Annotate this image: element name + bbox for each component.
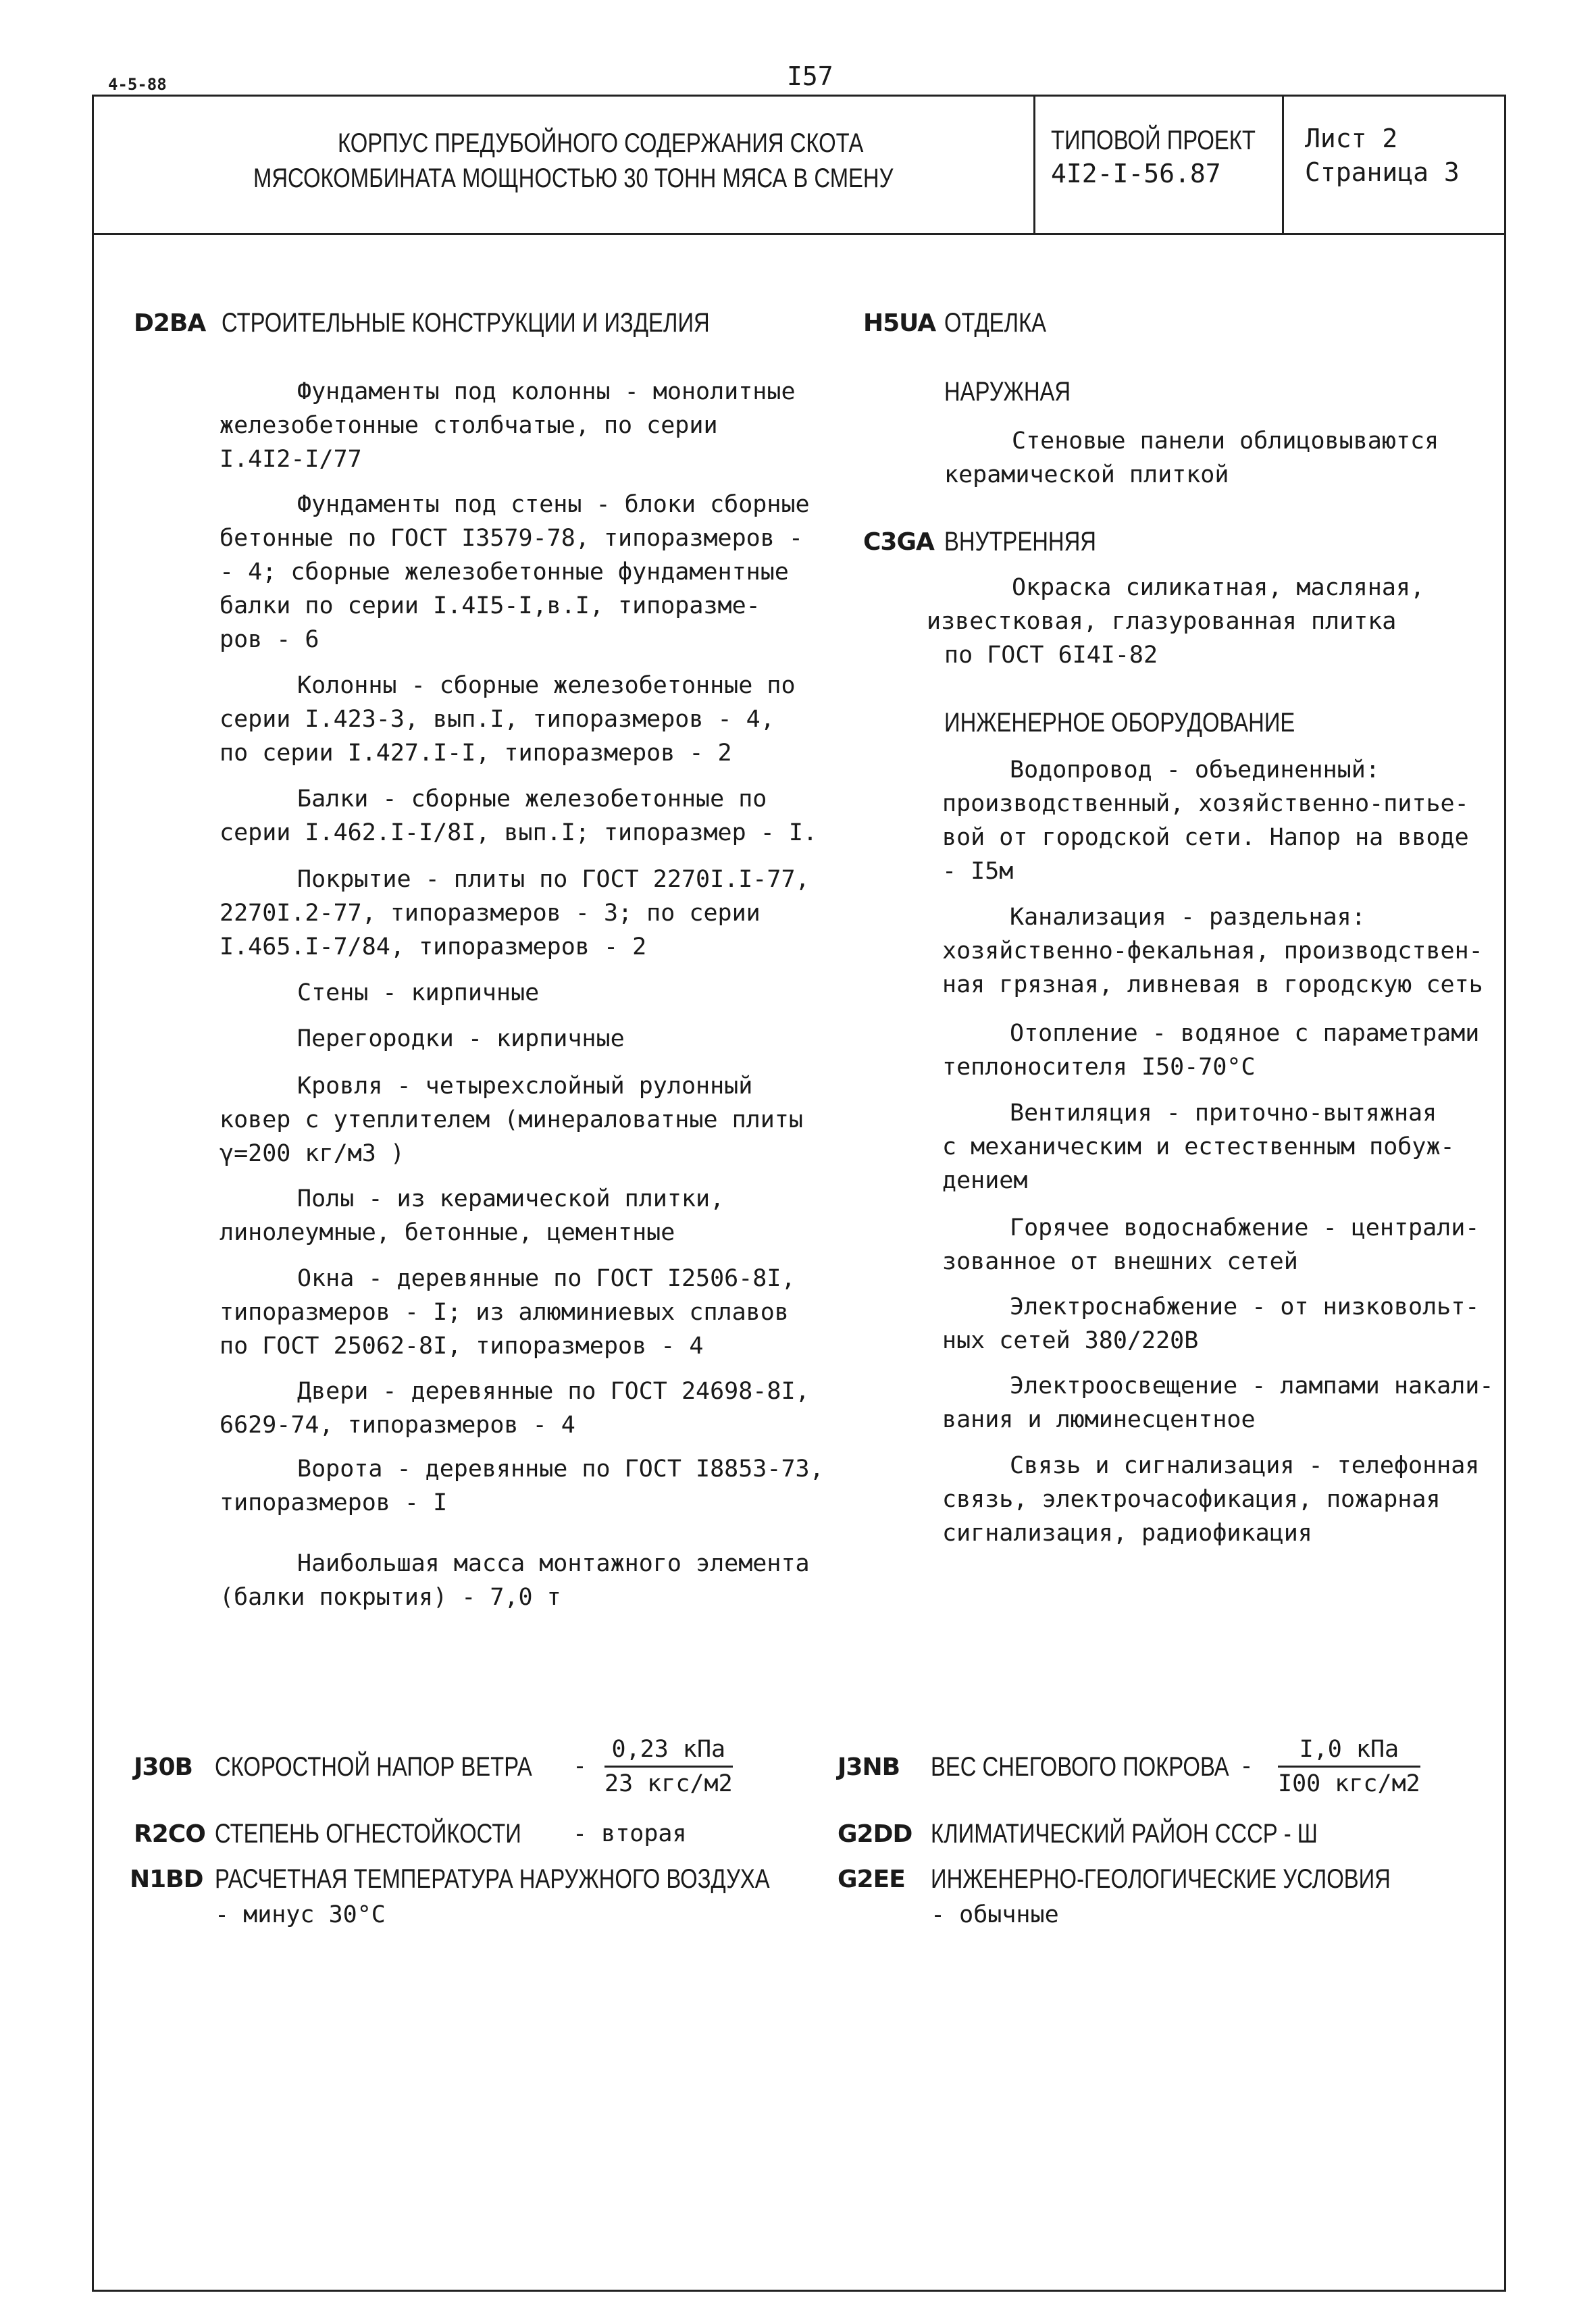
paragraph-exterior: Стеновые панели облицовываются керамической плиткой — [944, 428, 1439, 488]
paragraph-partitions: Перегородки - кирпичные — [297, 1025, 625, 1052]
section-code-finishing: H5UA — [863, 309, 936, 337]
paragraph-walls: Стены - кирпичные — [297, 979, 540, 1006]
code-climate: G2DD — [838, 1820, 912, 1848]
doc-code: 4-5-88 — [108, 75, 167, 94]
header-divider — [92, 233, 1506, 235]
section-code-interior: C3GA — [863, 528, 934, 556]
paragraph-columns: Колонны - сборные железобетонные по серии I.423-3, вып.I, типоразмеров - 4, по серии I.427.I-I, типоразмеров - 2 — [220, 672, 796, 767]
fire-value: - вторая — [573, 1820, 687, 1847]
snow-value-kgs: I00 кгс/м2 — [1278, 1770, 1420, 1797]
paragraph-heating: Отопление - водяное с параметрами теплоносителя I50-70°С — [942, 1020, 1480, 1081]
paragraph-lighting: Электроосвещение - лампами накали- вания и люминесцентное — [942, 1372, 1494, 1433]
temperature-value: - минус 30°С — [215, 1901, 386, 1928]
paragraph-windows: Окна - деревянные по ГОСТ I2506-8I, типоразмеров - I; из алюминиевых сплавов по ГОСТ 25062-8I, типоразмеров - 4 — [220, 1265, 796, 1360]
paragraph-ventilation: Вентиляция - приточно-вытяжная с механическим и естественным побуж- дением — [942, 1100, 1455, 1194]
paragraph-floors: Полы - из керамической плитки, линолеумные, бетонные, цементные — [220, 1185, 725, 1246]
paragraph-foundations-walls: Фундаменты под стены - блоки сборные бетонные по ГОСТ I3579-78, типоразмеров - - 4; сборные железобетонные фундаментные балки по серии I.4I5-I,в.I, типоразме- ров - 6 — [220, 491, 810, 653]
wind-value-kgs: 23 кгс/м2 — [604, 1770, 733, 1797]
label-snow: ВЕС СНЕГОВОГО ПОКРОВА — [931, 1752, 1229, 1782]
wind-fraction — [604, 1736, 733, 1797]
wind-dash: - — [573, 1753, 588, 1780]
code-temperature: N1BD — [130, 1866, 203, 1893]
paragraph-water-supply: Водопровод - объединенный: производственный, хозяйственно-питье- вой от городской сети. Напор на вводе - I5м — [942, 756, 1469, 885]
project-label: ТИПОВОЙ ПРОЕКТ — [1051, 126, 1256, 155]
paragraph-power-supply: Электроснабжение - от низковольт- ных сетей 380/220В — [942, 1293, 1480, 1354]
code-geology: G2EE — [838, 1866, 905, 1893]
code-snow: J3NB — [838, 1753, 900, 1781]
paragraph-max-mass: Наибольшая масса монтажного элемента (балки покрытия) - 7,0 т — [220, 1550, 810, 1611]
paragraph-hot-water: Горячее водоснабжение - централи- зованное от внешних сетей — [942, 1214, 1480, 1275]
section-code-structures: D2BA — [134, 309, 206, 337]
paragraph-roofing: Кровля - четырехслойный рулонный ковер с утеплителем (минераловатные плиты γ=200 кг/м3 ) — [220, 1073, 803, 1167]
code-fire: R2CO — [134, 1820, 205, 1848]
label-geology: ИНЖЕНЕРНО-ГЕОЛОГИЧЕСКИЕ УСЛОВИЯ — [931, 1864, 1391, 1894]
page-number: I57 — [787, 61, 833, 91]
sheet-label: Лист 2 — [1305, 124, 1398, 153]
section-heading-structures: СТРОИТЕЛЬНЫЕ КОНСТРУКЦИИ И ИЗДЕЛИЯ — [222, 308, 710, 338]
paragraph-gates: Ворота - деревянные по ГОСТ I8853-73, типоразмеров - I — [220, 1456, 824, 1516]
project-number: 4I2-I-56.87 — [1051, 159, 1221, 188]
section-heading-finishing: ОТДЕЛКА — [944, 308, 1047, 338]
heading-engineering: ИНЖЕНЕРНОЕ ОБОРУДОВАНИЕ — [944, 708, 1295, 738]
code-wind: J30B — [134, 1753, 192, 1781]
heading-exterior: НАРУЖНАЯ — [944, 377, 1071, 407]
snow-fraction — [1278, 1736, 1420, 1797]
paragraph-communication: Связь и сигнализация - телефонная связь, электрочасофикация, пожарная сигнализация, радиофикация — [942, 1452, 1480, 1547]
label-fire: СТЕПЕНЬ ОГНЕСТОЙКОСТИ — [215, 1819, 521, 1849]
paragraph-roof-slabs: Покрытие - плиты по ГОСТ 2270I.I-77, 2270I.2-77, типоразмеров - 3; по серии I.465.I-7/84, типоразмеров - 2 — [220, 866, 810, 960]
snow-value-kpa: I,0 кПа — [1278, 1736, 1420, 1768]
label-temperature: РАСЧЕТНАЯ ТЕМПЕРАТУРА НАРУЖНОГО ВОЗДУХА — [215, 1864, 770, 1894]
label-wind: СКОРОСТНОЙ НАПОР ВЕТРА — [215, 1752, 532, 1782]
header-title-line1: КОРПУС ПРЕДУБОЙНОГО СОДЕРЖАНИЯ СКОТА — [338, 128, 864, 158]
paragraph-interior: Окраска силикатная, масляная, известковая, глазурованная плитка по ГОСТ 6I4I-82 — [927, 574, 1425, 669]
header-title-line2: МЯСОКОМБИНАТА МОЩНОСТЬЮ 30 ТОНН МЯСА В СМЕНУ — [253, 163, 894, 193]
header-vdivider-2 — [1282, 95, 1284, 235]
paragraph-sewerage: Канализация - раздельная: хозяйственно-фекальная, производствен- ная грязная, ливневая в городскую сеть — [942, 904, 1483, 998]
paragraph-foundations-columns: Фундаменты под колонны - монолитные железобетонные столбчатые, по серии I.4I2-I/77 — [220, 378, 796, 473]
header-vdivider-1 — [1033, 95, 1035, 235]
snow-dash: - — [1239, 1753, 1254, 1780]
paragraph-beams: Балки - сборные железобетонные по серии I.462.I-I/8I, вып.I; типоразмер - I. — [220, 786, 818, 846]
heading-interior: ВНУТРЕННЯЯ — [944, 527, 1096, 557]
page-label: Страница 3 — [1305, 157, 1460, 187]
geology-value: - обычные — [931, 1901, 1059, 1928]
paragraph-doors: Двери - деревянные по ГОСТ 24698-8I, 6629-74, типоразмеров - 4 — [220, 1378, 810, 1439]
label-climate: КЛИМАТИЧЕСКИЙ РАЙОН СССР - Ш — [931, 1819, 1318, 1849]
wind-value-kpa: 0,23 кПа — [604, 1736, 733, 1768]
